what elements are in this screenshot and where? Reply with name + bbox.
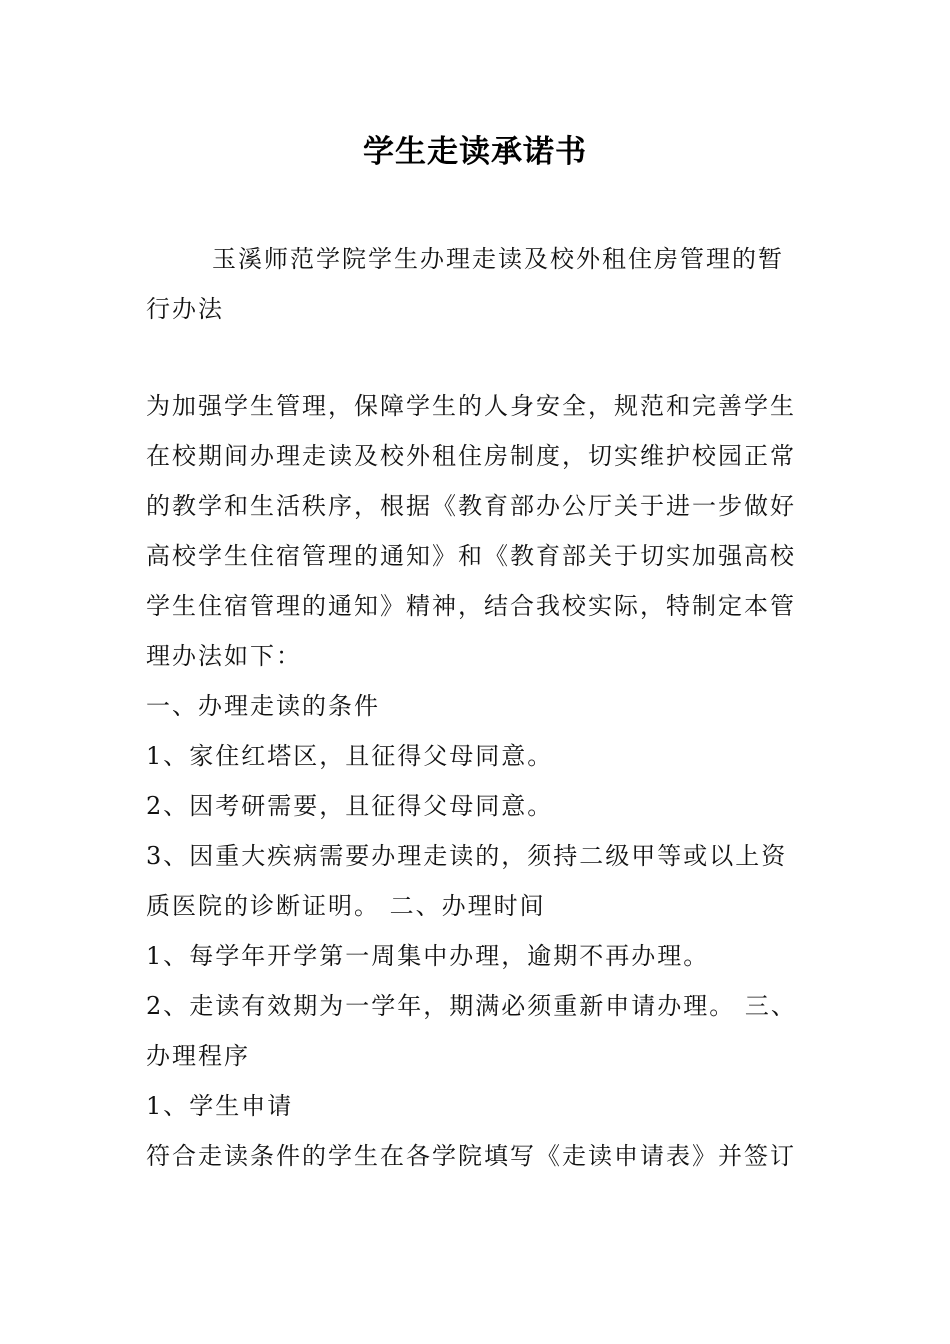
paragraph-item: 2、走读有效期为一学年，期满必须重新申请办理。 三、办理程序 xyxy=(146,992,797,1070)
paragraph-item: 2、因考研需要，且征得父母同意。 xyxy=(146,792,554,820)
paragraph-item: 1、家住红塔区，且征得父母同意。 xyxy=(146,742,554,770)
paragraph-item: 1、学生申请 xyxy=(146,1092,294,1120)
paragraph-section-1-heading: 一、办理走读的条件 xyxy=(146,692,380,720)
document-title: 学生走读承诺书 xyxy=(363,134,587,170)
paragraph-item: 3、因重大疾病需要办理走读的，须持二级甲等或以上资质医院的诊断证明。 二、办理时间 xyxy=(146,842,788,920)
document-body xyxy=(146,381,808,1181)
paragraph-intro: 为加强学生管理，保障学生的人身安全，规范和完善学生在校期间办理走读及校外租住房制度，切实维护校园正常的教学和生活秩序，根据《教育部办公厅关于进一步做好高校学生住宿管理的通知》和《教育部关于切实加强高校学生住宿管理的通知》精神，结合我校实际，特制定本管理办法如下： xyxy=(146,392,796,670)
document-subtitle: 玉溪师范学院学生办理走读及校外租住房管理的暂行办法 xyxy=(146,245,784,323)
paragraph-item: 1、每学年开学第一周集中办理，逾期不再办理。 xyxy=(146,942,710,970)
paragraph-item: 符合走读条件的学生在各学院填写《走读申请表》并签订 xyxy=(146,1142,796,1170)
